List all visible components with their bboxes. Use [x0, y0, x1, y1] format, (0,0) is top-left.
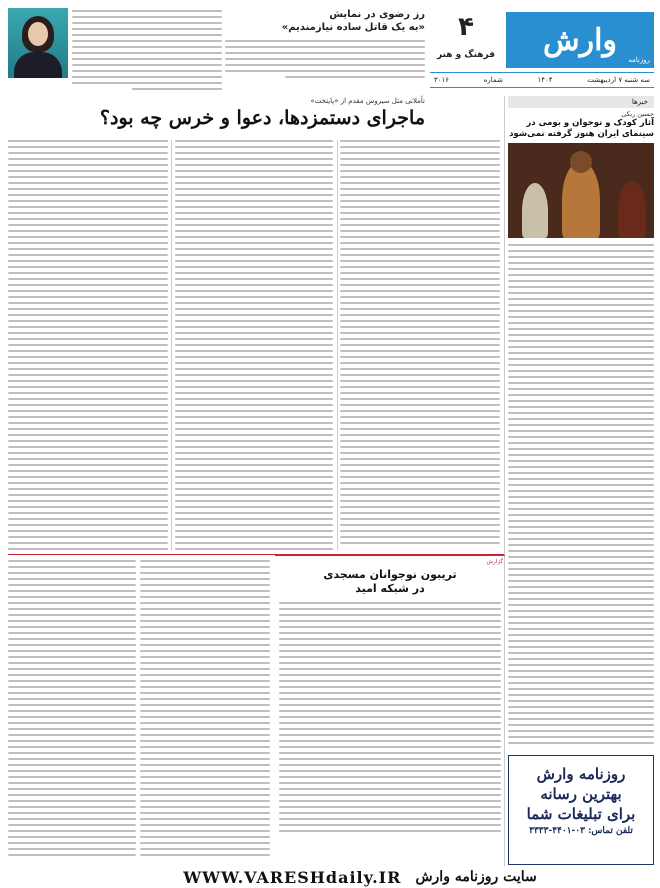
masthead	[430, 8, 654, 96]
bottom-story-column-1	[140, 560, 270, 860]
top-left-text-block	[72, 10, 222, 94]
ad-phone: تلفن تماس: ۰۳-۴۴۰۱-۳۳۳۳	[529, 826, 633, 836]
logo-text: وارش	[543, 22, 617, 58]
boxed-news-title	[275, 568, 505, 596]
boxed-news-article	[275, 555, 505, 840]
website-label: سایت روزنامه وارش	[415, 869, 537, 885]
page-number: ۴	[458, 12, 474, 42]
ad-line-2: بهترین رسانه	[540, 785, 622, 803]
author-portrait-photo	[8, 8, 68, 78]
main-story-headline: ماجرای دستمزدها، دعوا و خرس چه بود؟	[99, 107, 425, 129]
top-news-title-line1: رز رضوی در نمایش	[329, 9, 425, 20]
right-column-title: آثار کودک و نوجوان و بومی در سینمای ایران هنوز گرفته نمی‌شود	[509, 118, 654, 139]
date: سه شنبه ۷ اردیبهشت	[587, 76, 650, 84]
boxed-news-body	[279, 602, 501, 838]
photo-figure	[522, 183, 548, 238]
ad-line-3: برای تبلیغات شما	[526, 805, 636, 823]
logo-subtitle: روزنامه	[628, 56, 650, 64]
footer-banner	[60, 866, 660, 888]
logo-box	[506, 12, 654, 68]
photo-figure	[570, 151, 592, 173]
section-name: فرهنگ و هنر	[437, 50, 495, 60]
main-story-column-1	[340, 140, 500, 550]
top-news-title-line2: «به یک قاتل ساده نیازمندیم»	[281, 22, 425, 33]
right-column-author: حسین ربکی	[621, 110, 654, 118]
issue-number: ۳۰۱۶	[434, 76, 450, 84]
boxed-news-title-line2: در شبکه امید	[355, 582, 425, 595]
boxed-news-title-line1: تریبون نوجوانان مسجدی	[323, 568, 457, 581]
news-tag: خبرها	[508, 96, 654, 108]
column-divider	[171, 140, 172, 550]
main-story-kicker: تأملاتی مثل سیروس مقدم از «پایتخت»	[310, 97, 425, 105]
main-story-column-2	[175, 140, 333, 550]
year: ۱۴۰۴	[537, 76, 553, 84]
dateline	[430, 72, 654, 88]
main-story-column-3	[8, 140, 168, 550]
top-news-block	[225, 8, 425, 88]
advertisement-box	[508, 755, 654, 865]
boxed-news-kicker: گزارش	[486, 559, 503, 565]
right-column-body	[508, 244, 654, 749]
issue-label: شماره	[483, 76, 503, 84]
top-news-body	[225, 40, 425, 88]
film-scene-photo	[508, 143, 654, 238]
column-divider	[337, 140, 338, 550]
photo-figure	[618, 181, 646, 238]
ad-line-1: روزنامه وارش	[536, 765, 626, 783]
bottom-story-column-2	[8, 560, 136, 860]
website-url[interactable]: WWW.VARESHdaily.IR	[183, 867, 402, 887]
portrait-body	[14, 52, 62, 78]
portrait-face	[28, 22, 48, 46]
